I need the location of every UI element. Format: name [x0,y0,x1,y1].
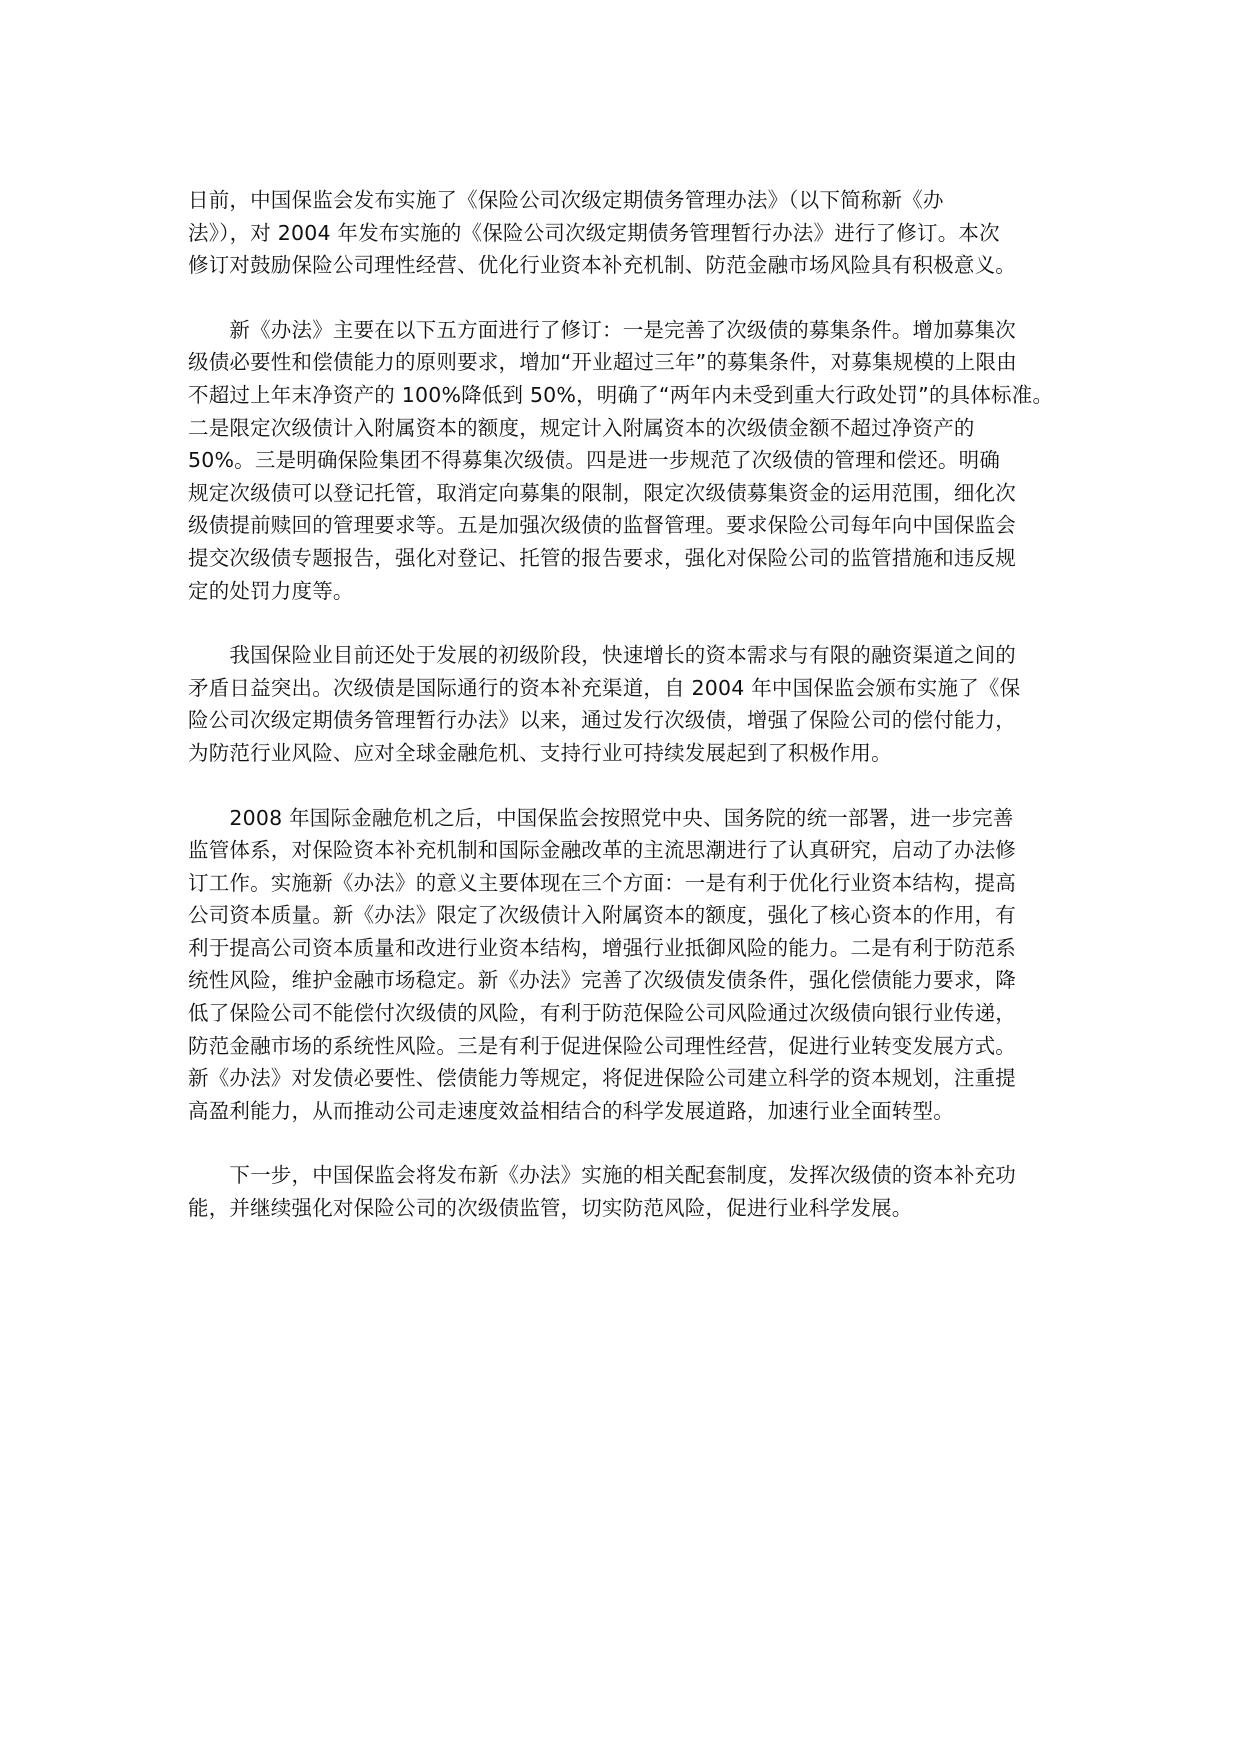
text-line: 险公司次级定期债务管理暂行办法》以来，通过发行次级债，增强了保险公司的偿付能力， [188,708,1016,733]
text-line: 订工作。实施新《办法》的意义主要体现在三个方面：一是有利于优化行业资本结构，提高 [188,870,1016,895]
text-line: 监管体系，对保险资本补充机制和国际金融改革的主流思潮进行了认真研究，启动了办法修 [188,838,1016,863]
text-line: 日前，中国保监会发布实施了《保险公司次级定期债务管理办法》（以下简称新《办 [188,188,944,212]
text-line: 级债必要性和偿债能力的原则要求，增加“开业超过三年”的募集条件，对募集规模的上限由 [188,350,1017,375]
text-line: 不超过上年末净资产的 100%降低到 50%，明确了“两年内未受到重大行政处罚”的具体标准。 [188,382,1054,407]
text-line: 新《办法》对发债必要性、偿债能力等规定，将促进保险公司建立科学的资本规划，注重提 [188,1066,1016,1091]
text-line: 公司资本质量。新《办法》限定了次级债计入附属资本的额度，强化了核心资本的作用，有 [188,903,1016,928]
text-line: 规定次级债可以登记托管，取消定向募集的限制，限定次级债募集资金的运用范围，细化次 [188,480,1016,505]
paragraph-revisions [188,314,1068,607]
text-line: 50%。三是明确保险集团不得募集次级债。四是进一步规范了次级债的管理和偿还。明确 [188,448,1001,473]
text-line: 定的处罚力度等。 [188,578,354,603]
text-line: 新《办法》主要在以下五方面进行了修订：一是完善了次级债的募集条件。增加募集次 [188,317,1016,342]
text-line: 高盈利能力，从而推动公司走速度效益相结合的科学发展道路，加速行业全面转型。 [188,1098,954,1123]
document-body [188,184,1068,1257]
text-line: 统性风险，维护金融市场稳定。新《办法》完善了次级债发债条件，强化偿债能力要求，降 [188,968,1016,993]
text-line: 2008 年国际金融危机之后，中国保监会按照党中央、国务院的统一部署，进一步完善 [188,805,1014,830]
text-line: 能，并继续强化对保险公司的次级债监管，切实防范风险，促进行业科学发展。 [188,1196,913,1221]
text-line: 下一步，中国保监会将发布新《办法》实施的相关配套制度，发挥次级债的资本补充功 [188,1163,1016,1188]
text-line: 我国保险业目前还处于发展的初级阶段，快速增长的资本需求与有限的融资渠道之间的 [188,643,1016,668]
paragraph-intro [188,184,1068,282]
text-line: 低了保险公司不能偿付次级债的风险，有利于防范保险公司风险通过次级债向银行业传递， [188,1001,1016,1026]
text-line: 防范金融市场的系统性风险。三是有利于促进保险公司理性经营，促进行业转变发展方式。 [188,1033,1016,1058]
text-line: 利于提高公司资本质量和改进行业资本结构，增强行业抵御风险的能力。二是有利于防范系 [188,935,1016,960]
paragraph-background [188,639,1068,769]
paragraph-next-steps [188,1159,1068,1224]
text-line: 矛盾日益突出。次级债是国际通行的资本补充渠道，自 2004 年中国保监会颁布实施了《保 [188,675,1021,700]
text-line: 法》），对 2004 年发布实施的《保险公司次级定期债务管理暂行办法》进行了修订。本次 [188,220,1000,245]
text-line: 提交次级债专题报告，强化对登记、托管的报告要求，强化对保险公司的监管措施和违反规 [188,545,1016,570]
text-line: 二是限定次级债计入附属资本的额度，规定计入附属资本的次级债金额不超过净资产的 [188,415,975,440]
text-line: 级债提前赎回的管理要求等。五是加强次级债的监督管理。要求保险公司每年向中国保监会 [188,513,1016,538]
text-line: 为防范行业风险、应对全球金融危机、支持行业可持续发展起到了积极作用。 [188,740,892,765]
text-line: 修订对鼓励保险公司理性经营、优化行业资本补充机制、防范金融市场风险具有积极意义。 [188,253,1016,278]
paragraph-significance [188,802,1068,1128]
